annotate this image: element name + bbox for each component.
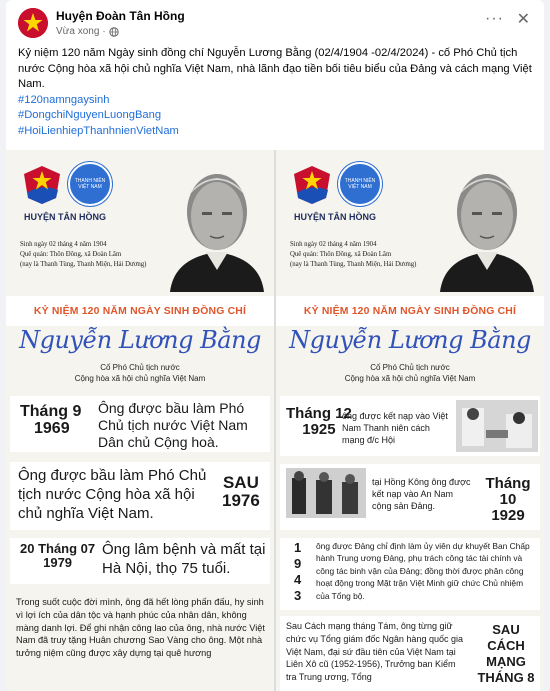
thanhnien-logo-icon: THANH NIÊN VIỆT NAM <box>338 162 382 206</box>
post-header <box>6 0 544 44</box>
subtitle-line1: Cố Phó Chủ tịch nước <box>100 363 180 372</box>
row-year-vertical: 1 9 4 3 <box>294 540 302 603</box>
portrait-photo <box>164 154 270 292</box>
post-image-gallery[interactable] <box>6 150 544 691</box>
post-timestamp[interactable]: Vừa xong <box>56 26 100 37</box>
banner-title: KỶ NIỆM 120 NĂM NGÀY SINH ĐỒNG CHÍ <box>33 306 247 317</box>
subtitle-line2: Cộng hòa xã hội chủ nghĩa Việt Nam <box>74 374 206 383</box>
row-text: Ông được bầu làm Phó Chủ tịch nước Việt Nam Dân chủ Cộng hoà. <box>98 400 248 450</box>
org-name: HUYỆN TÂN HỒNG <box>24 212 107 222</box>
historical-photo <box>286 468 366 518</box>
doan-logo-icon <box>18 8 48 38</box>
bio-now: (nay là Thanh Tùng, Thanh Miện, Hải Dương) <box>20 261 147 268</box>
logos <box>20 162 112 210</box>
row-date: Tháng 9 1969 <box>20 403 82 437</box>
doan-logo-icon <box>20 162 64 206</box>
bio-home: Quê quán: Thôn Đông, xã Đoàn Lâm <box>20 251 122 258</box>
timeline-row <box>10 396 270 452</box>
subtitle-line2: Cộng hòa xã hội chủ nghĩa Việt Nam <box>344 374 476 383</box>
hashtag[interactable]: #DongchiNguyenLuongBang <box>18 109 162 122</box>
subtitle <box>6 362 274 384</box>
facebook-post <box>6 0 544 691</box>
post-meta: Vừa xong · <box>56 26 119 37</box>
row-date: Tháng 10 1929 <box>485 475 531 524</box>
org-name: HUYỆN TÂN HỒNG <box>294 212 377 222</box>
row-date: SAU 1976 <box>222 473 260 510</box>
row-date: 20 Tháng 07 1979 <box>20 541 96 570</box>
globe-icon <box>109 27 119 37</box>
infographic-left[interactable] <box>6 150 274 691</box>
bio-birth: Sinh ngày 02 tháng 4 năm 1904 <box>290 241 377 248</box>
logos <box>290 162 382 210</box>
row-text: ông được kết nạp vào Việt Nam Thanh niên cách mạng đ/c Hội <box>342 411 448 445</box>
timeline-row <box>10 462 270 530</box>
subtitle-line1: Cố Phó Chủ tịch nước <box>370 363 450 372</box>
page-name[interactable]: Huyện Đoàn Tân Hồng <box>56 9 185 23</box>
bio-birth: Sinh ngày 02 tháng 4 năm 1904 <box>20 241 107 248</box>
row-date: Tháng 12 1925 <box>286 405 352 438</box>
thanhnien-logo-icon: THANH NIÊN VIỆT NAM <box>68 162 112 206</box>
bio <box>20 240 170 270</box>
row-text: tại Hồng Kông ông được kết nạp vào An Nam cộng sản Đảng. <box>372 477 471 511</box>
hashtag[interactable]: #120namngaysinh <box>18 93 110 106</box>
doan-logo-icon <box>290 162 334 206</box>
historical-photo <box>456 400 538 452</box>
hashtag[interactable]: #HoiLienhiepThanhnienVietNam <box>18 124 179 137</box>
infographic-right[interactable] <box>276 150 544 691</box>
bio-now: (nay là Thanh Tùng, Thanh Miện, Hải Dương) <box>290 261 417 268</box>
portrait-photo <box>434 154 540 292</box>
bio <box>290 240 440 270</box>
row-date: SAU CÁCH MẠNG THÁNG 8 <box>477 622 535 685</box>
subtitle <box>276 362 544 384</box>
timeline-row <box>280 396 540 456</box>
page-avatar[interactable] <box>18 8 48 38</box>
close-icon[interactable]: ✕ <box>516 11 530 28</box>
timeline-row <box>280 616 540 691</box>
person-name: Nguyễn Lương Bằng <box>19 326 261 354</box>
timeline-row <box>280 538 540 610</box>
row-text: Ông lâm bệnh và mất tại Hà Nội, thọ 75 tuổi. <box>102 541 266 577</box>
timeline-row <box>10 538 270 584</box>
post-caption <box>18 46 532 140</box>
row-text: Sau Cách mạng tháng Tám, ông từng giữ chức vụ Tổng giám đốc Ngân hàng quốc gia Việt Nam, đại sứ đầu tiên của Việt Nam tại Liên Xô cũ (1952-1956), Trưởng ban Kiểm tra Trung ương, Tổng <box>286 621 463 683</box>
timeline-row <box>280 464 540 530</box>
closing-paragraph: Trong suốt cuộc đời mình, ông đã hết lòng phấn đấu, hy sinh vì lợi ích của dân tộc và hạnh phúc của nhân dân, không màng danh lợi. Để ghi nhận công lao của ông, nhà nước Việt Nam đã truy tặng Huân chương Sao Vàng cho ông. Một nhà tưởng niệm cũng được xây dựng tại quê hương <box>16 597 265 659</box>
caption-text: Kỷ niệm 120 năm Ngày sinh đồng chí Nguyễn Lương Bằng (02/4/1904 -02/4/2024) - cố Phó Chủ tịch nước Cộng hòa xã hội chủ nghĩa Việt Nam, nhà lãnh đạo tiền bối tiêu biểu của Đảng và cách mạng Việt Nam. <box>18 47 532 91</box>
row-text: ông được Đảng chỉ định làm ủy viên dự khuyết Ban Chấp hành Trung ương Đảng, phụ trách công tác tài chính và công tác binh vận của Đảng; đồng thời được phân công hoạt động trong Mặt trận Việt Minh giữ chức Chủ nhiệm của Tổng bộ. <box>316 541 530 601</box>
banner-title: KỶ NIỆM 120 NĂM NGÀY SINH ĐỒNG CHÍ <box>303 306 517 317</box>
more-dots-icon[interactable]: ··· <box>485 10 504 27</box>
row-text: Ông được bầu làm Phó Chủ tịch nước Cộng hòa xã hội chủ nghĩa Việt Nam. <box>18 467 207 522</box>
bio-home: Quê quán: Thôn Đông, xã Đoàn Lâm <box>290 251 392 258</box>
person-name: Nguyễn Lương Bằng <box>289 326 531 354</box>
